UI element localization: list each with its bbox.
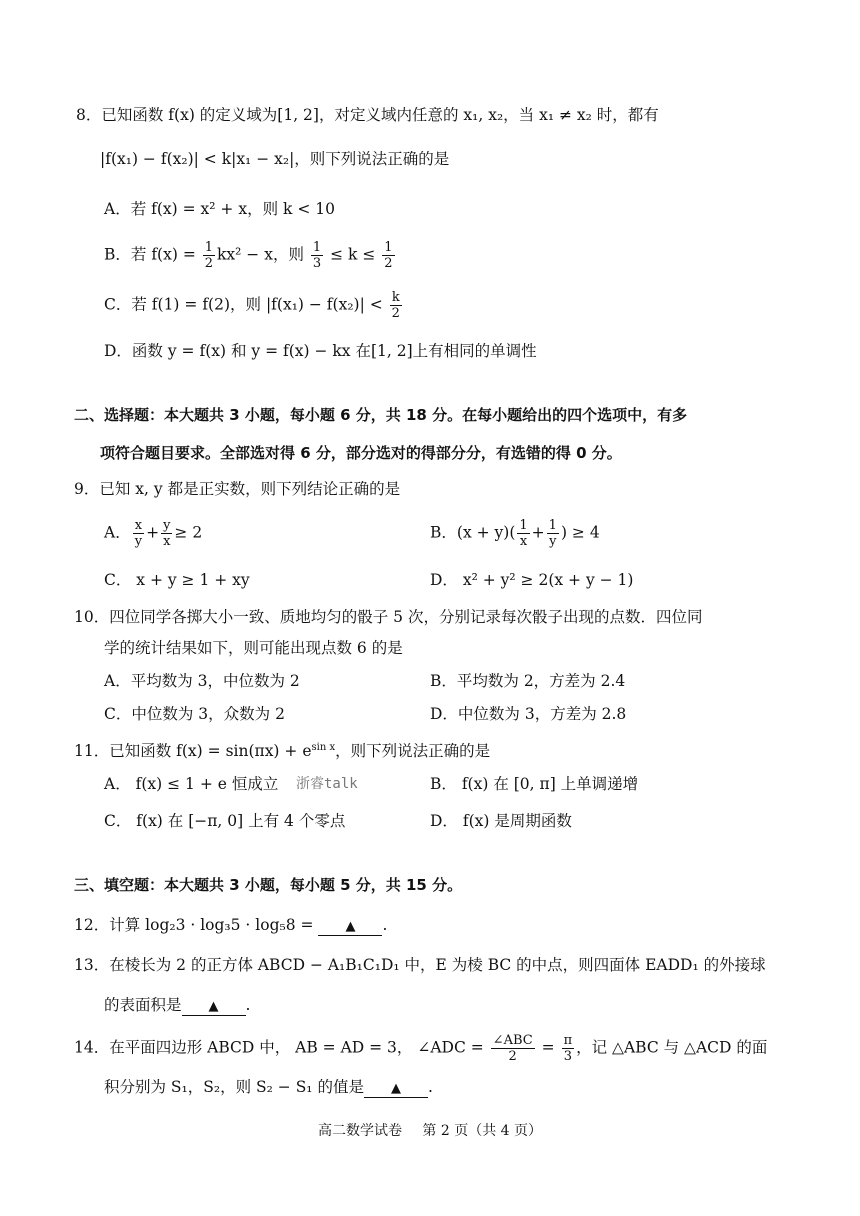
fraction-numerator: π: [563, 1033, 573, 1048]
q8-option-b: [104, 240, 397, 271]
q12-period: .: [382, 916, 388, 934]
q14-answer-blank: ▲: [364, 1081, 428, 1098]
q13-answer-blank: ▲: [182, 999, 246, 1016]
q14-fraction-1: [491, 1033, 535, 1064]
q8-option-c: [104, 290, 404, 321]
q9-option-a-fraction-1: [133, 518, 144, 549]
q13-line2: [104, 994, 250, 1016]
q8-option-c-prefix: C．若 f(1) = f(2)，则 |f(x₁) − f(x₂)| <: [104, 295, 383, 314]
q9-option-b-tail: ) ≥ 4: [560, 523, 600, 542]
watermark-text: 浙睿talk: [296, 776, 358, 792]
q14-line2: [104, 1076, 433, 1098]
q11-option-c: C． f(x) 在 [−π, 0] 上有 4 个零点: [104, 812, 346, 830]
q9-option-a-tail: ≥ 2: [174, 523, 203, 542]
section-2-heading-line2: 项符合题目要求。全部选对得 6 分，部分选对的得部分分，有选错的得 0 分。: [100, 444, 622, 462]
footer-exam-title: 高二数学试卷: [317, 1123, 402, 1139]
q12-line: [74, 914, 387, 936]
page-footer: [0, 1120, 860, 1140]
q9-option-a: A． $\frac{x}{y}$ + $\frac{y}{x}$ ≥ 2: [104, 518, 203, 549]
fraction-numerator: 1: [519, 518, 528, 533]
q13-period: .: [245, 996, 251, 1014]
q10-stem-line1: 10．四位同学各掷大小一致、质地均匀的骰子 5 次，分别记录每次骰子出现的点数．四位同: [74, 608, 703, 626]
q14-equals: =: [541, 1038, 555, 1057]
fraction-numerator: 1: [204, 240, 214, 255]
q13-text: 的表面积是: [104, 996, 182, 1014]
q10-option-a: A．平均数为 3，中位数为 2: [104, 672, 300, 690]
q8-option-b-middle: kx² − x，则: [217, 245, 304, 264]
q11-option-d: D． f(x) 是周期函数: [430, 812, 572, 830]
q14-text-prefix: 14．在平面四边形 ABCD 中， AB = AD = 3， ∠ADC =: [74, 1038, 484, 1057]
q14-text: 积分别为 S₁，S₂，则 S₂ − S₁ 的值是: [104, 1078, 364, 1096]
q8-option-b-fraction-1: [203, 240, 215, 271]
q9-option-d: D． x² + y² ≥ 2(x + y − 1): [430, 571, 634, 589]
q14-line1: [74, 1033, 767, 1064]
q10-option-b: B．平均数为 2，方差为 2.4: [430, 672, 626, 690]
q8-option-c-fraction: [390, 290, 402, 321]
q11-stem: [74, 737, 490, 762]
q8-stem-line1: 8．已知函数 f(x) 的定义域为[1, 2]，对定义域内任意的 x₁, x₂，当 x₁ ≠ x₂ 时，都有: [76, 106, 659, 124]
fraction-numerator: y: [163, 518, 171, 533]
q9-option-b: B．(x + y)( $\frac{1}{x}$ + $\frac{1}{y}$ ) ≥ 4: [430, 518, 600, 549]
section-3-heading: 三、填空题：本大题共 3 小题，每小题 5 分，共 15 分。: [74, 876, 463, 894]
fraction-denominator: 3: [563, 1049, 572, 1064]
fraction-denominator: y: [549, 534, 557, 549]
fraction-numerator: 1: [548, 518, 557, 533]
q9-option-a-label: A．: [104, 523, 131, 542]
fraction-numerator: 1: [384, 240, 393, 255]
q11-option-a: A． f(x) ≤ 1 + e 恒成立: [104, 775, 279, 793]
q8-option-b-fraction-2: [311, 240, 323, 271]
q8-option-d: D．函数 y = f(x) 和 y = f(x) − kx 在[1, 2]上有相同的单调性: [104, 342, 537, 360]
section-2-heading-line1: 二、选择题：本大题共 3 小题，每小题 6 分，共 18 分。在每小题给出的四个选项中，有多: [74, 406, 688, 424]
fraction-denominator: y: [134, 534, 143, 549]
q9-option-b-fraction-1: [517, 518, 529, 549]
q14-text-suffix: ，记 △ABC 与 △ACD 的面: [576, 1038, 768, 1057]
q13-line1: 13．在棱长为 2 的正方体 ABCD − A₁B₁C₁D₁ 中，E 为棱 BC 的中点，则四面体 EADD₁ 的外接球: [74, 956, 766, 974]
fraction-numerator: k: [390, 290, 402, 306]
q9-option-b-label: B．: [430, 523, 457, 542]
q8-option-a: A．若 f(x) = x² + x，则 k < 10: [104, 200, 335, 218]
fraction-denominator: 2: [384, 256, 393, 271]
q11-stem-suffix: ，则下列说法正确的是: [335, 742, 491, 761]
fraction-numerator: ∠ABC: [492, 1033, 533, 1048]
q12-text: 12．计算 log₂3 · log₃5 · log₅8 =: [74, 916, 314, 934]
q8-option-b-prefix: B．若 f(x) =: [104, 245, 201, 264]
q8-option-b-fraction-3: [382, 240, 394, 271]
q10-stem-line2: 学的统计结果如下，则可能出现点数 6 的是: [104, 639, 403, 657]
q10-option-c: C．中位数为 3，众数为 2: [104, 705, 285, 723]
q14-fraction-2: [562, 1033, 575, 1064]
fraction-denominator: x: [163, 534, 171, 549]
fraction-denominator: 2: [391, 306, 400, 321]
q8-stem-line2: |f(x₁) − f(x₂)| < k|x₁ − x₂|，则下列说法正确的是: [100, 150, 450, 168]
q14-period: .: [427, 1078, 433, 1096]
q11-stem-exponent: sin x: [311, 742, 336, 753]
footer-page-number: 第 2 页（共 4 页）: [422, 1123, 543, 1139]
q11-option-b: B． f(x) 在 [0, π] 上单调递增: [430, 775, 639, 793]
q9-option-b-prefix: (x + y)(: [456, 523, 516, 542]
q9-option-c: C． x + y ≥ 1 + xy: [104, 571, 250, 589]
q8-option-b-middle-2: ≤ k ≤: [330, 245, 376, 264]
q11-stem-prefix: 11．已知函数 f(x) = sin(πx) + e: [74, 742, 312, 761]
q9-option-b-fraction-2: [547, 518, 559, 549]
fraction-denominator: x: [519, 534, 528, 549]
fraction-denominator: 2: [204, 256, 214, 271]
fraction-denominator: 3: [312, 256, 322, 271]
q12-answer-blank: ▲: [318, 919, 382, 936]
fraction-numerator: x: [133, 518, 144, 534]
q9-stem: 9．已知 x, y 都是正实数，则下列结论正确的是: [74, 480, 401, 498]
q10-option-d: D．中位数为 3，方差为 2.8: [430, 705, 627, 723]
q9-option-a-fraction-2: [161, 518, 172, 549]
fraction-numerator: 1: [312, 240, 322, 255]
fraction-denominator: 2: [508, 1049, 517, 1064]
